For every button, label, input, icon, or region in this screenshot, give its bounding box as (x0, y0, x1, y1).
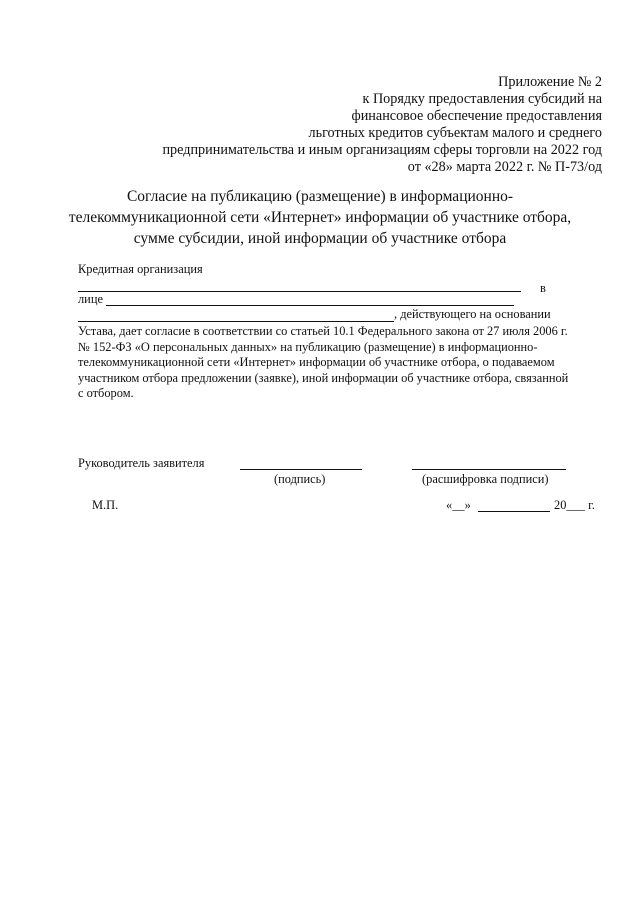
header-line-3: финансовое обеспечение предоставления (351, 108, 602, 124)
paragraph-line-1: Устава, дает согласие в соответствии со статьей 10.1 Федерального закона от 27 июля 2006 г. (78, 324, 568, 338)
paragraph-line-2: № 152-ФЗ «О персональных данных» на публикацию (размещение) в информационно- (78, 339, 538, 354)
document-title (60, 186, 580, 249)
consent-paragraph (78, 324, 608, 402)
paragraph-line-5: с отбором. (78, 386, 134, 400)
title-line-1: Согласие на публикацию (размещение) в информационно- (126, 188, 514, 205)
header-line-4: льготных кредитов субъектам малого и среднего (308, 125, 602, 141)
face-label: лице (78, 292, 103, 306)
credit-org-label: Кредитная организация (78, 262, 203, 276)
representative-position-field[interactable] (78, 321, 394, 322)
paragraph-line-4: участником отбора предложении (заявке), иной информации об участнике отбора, связанной (78, 370, 569, 385)
title-line-2: телекоммуникационной сети «Интернет» информации об участнике отбора, (68, 209, 572, 226)
appendix-header (82, 74, 602, 176)
credit-org-name-field[interactable] (78, 291, 521, 292)
date-day-field[interactable]: «__» (446, 498, 471, 512)
header-line-5: предпринимательства и иным организациям сферы торговли на 2022 год (162, 142, 602, 158)
acting-basis-text: , действующего на основании (394, 307, 551, 321)
stamp-label: М.П. (92, 498, 119, 512)
representative-name-field[interactable] (106, 305, 514, 306)
date-year-field[interactable]: 20___ г. (554, 498, 595, 512)
head-of-applicant-label: Руководитель заявителя (78, 456, 205, 470)
header-line-6: от «28» марта 2022 г. № П-73/од (407, 159, 602, 175)
date-month-field[interactable] (478, 511, 550, 512)
v-label: в (540, 281, 546, 295)
signature-field[interactable] (240, 469, 362, 470)
signature-decoding-field[interactable] (412, 469, 566, 470)
paragraph-line-3: телекоммуникационной сети «Интернет» информации об участнике отбора, о подаваемом (78, 355, 555, 369)
signature-decoding-caption: (расшифровка подписи) (422, 472, 549, 486)
header-line-2: к Порядку предоставления субсидий на (362, 91, 602, 107)
title-line-3: сумме субсидии, иной информации об участнике отбора (133, 230, 507, 247)
header-line-1: Приложение № 2 (498, 74, 602, 90)
signature-caption: (подпись) (274, 472, 326, 486)
